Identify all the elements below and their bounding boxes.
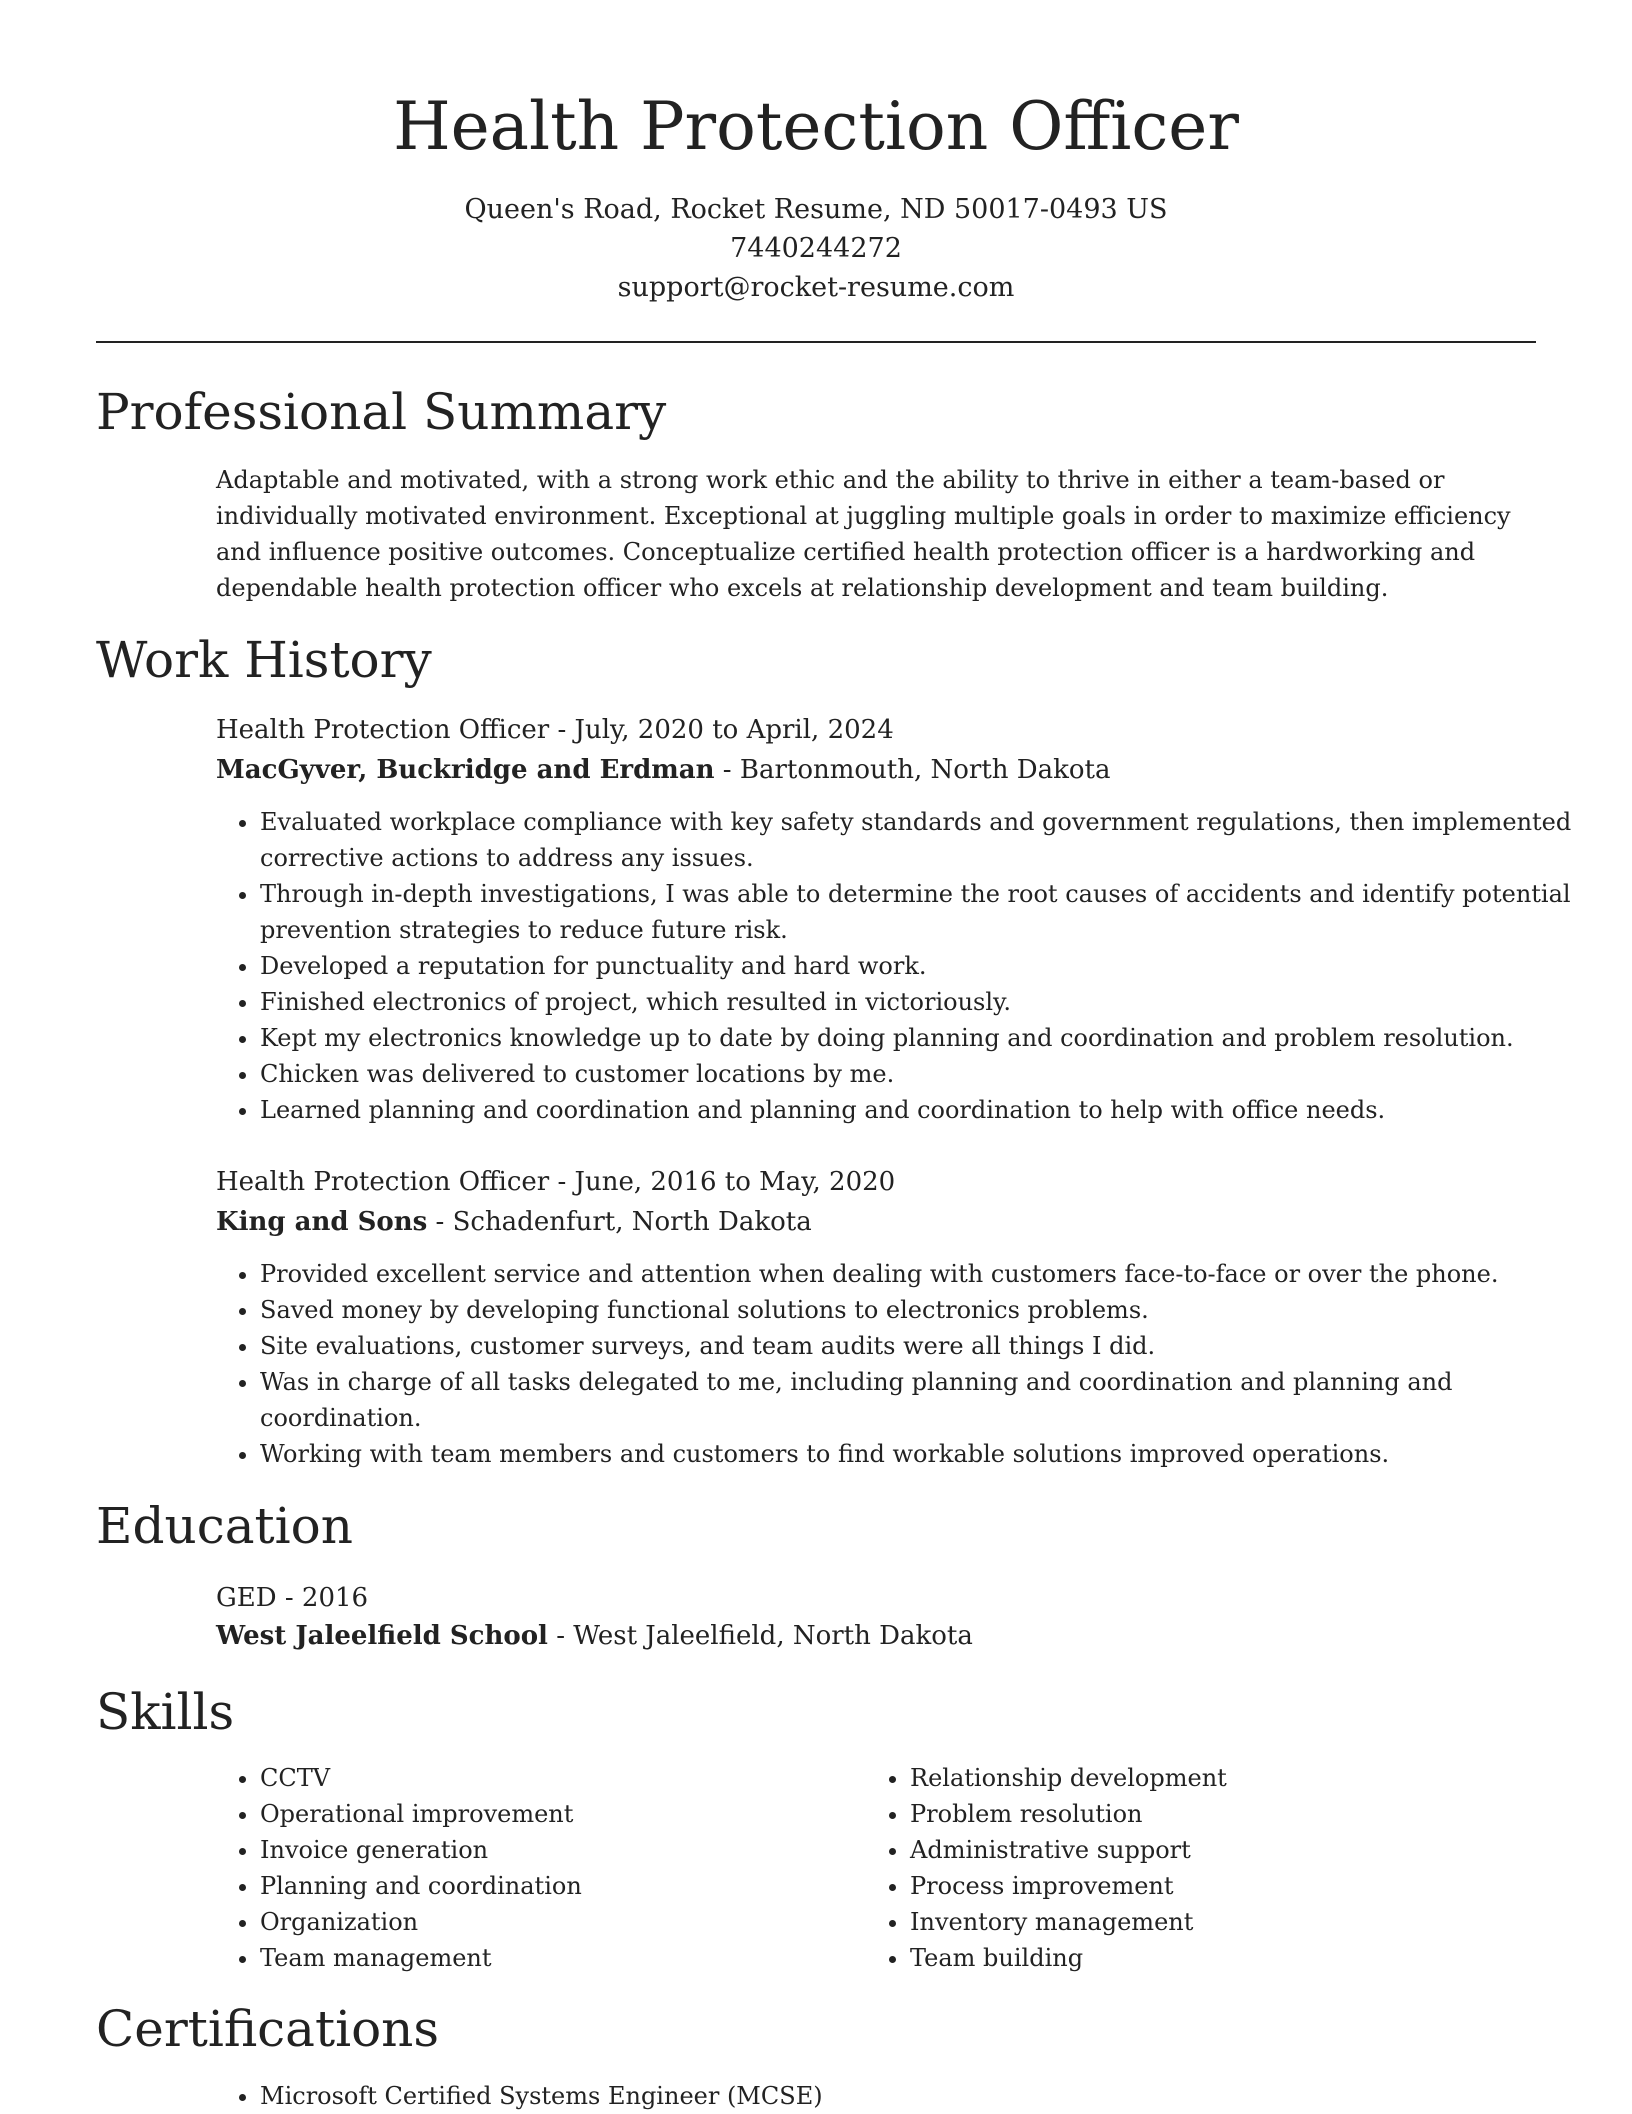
candidate-name: Health Protection Officer (393, 88, 1239, 165)
list-item: • Team building (910, 1940, 1530, 1976)
work-history-heading: Work History (96, 631, 432, 689)
job-1-title-line (216, 710, 894, 750)
job-role: Health Protection Officer (216, 715, 550, 745)
job-dates: - July, 2020 to April, 2024 (549, 715, 894, 745)
summary-heading: Professional Summary (96, 383, 667, 441)
job-1-bullets (216, 804, 1580, 1128)
list-item: • Through in-depth investigations, I was able to determine the root causes of accidents and identify potential prevention strategies to reduce future risk. (260, 876, 1580, 948)
list-item: • Problem resolution (910, 1796, 1530, 1832)
list-item: • Kept my electronics knowledge up to date by doing planning and coordination and problem resolution. (260, 1020, 1580, 1056)
list-item: • Process improvement (910, 1868, 1530, 1904)
contact-block (0, 190, 1632, 307)
school-name: West Jaleelfield School (216, 1621, 548, 1651)
list-item: • Finished electronics of project, which resulted in victoriously. (260, 984, 1580, 1020)
header-divider (96, 341, 1536, 343)
education-heading: Education (96, 1497, 353, 1555)
job-role: Health Protection Officer (216, 1167, 550, 1197)
address: Queen's Road, Rocket Resume, ND 50017-0493 US (464, 194, 1168, 225)
education-school-line (216, 1616, 973, 1656)
list-item: • Developed a reputation for punctuality and hard work. (260, 948, 1580, 984)
job-location: - Bartonmouth, North Dakota (714, 755, 1111, 785)
list-item: • Site evaluations, customer surveys, and team audits were all things I did. (260, 1328, 1580, 1364)
email: support@rocket-resume.com (617, 272, 1015, 303)
list-item: • Saved money by developing functional solutions to electronics problems. (260, 1292, 1580, 1328)
job-company: King and Sons (216, 1207, 428, 1237)
summary-text: Adaptable and motivated, with a strong work ethic and the ability to thrive in either a team-based or individually motivated environment. Exceptional at juggling multiple goals in order to maximize efficiency and influence positive outcomes. Conceptualize certified health protection officer is a hardworking and dependable health protection officer who excels at relationship development and team building. (216, 466, 1511, 602)
list-item: • Invoice generation (260, 1832, 820, 1868)
job-2-company-line (216, 1202, 812, 1242)
school-location: - West Jaleelfield, North Dakota (547, 1621, 973, 1651)
list-item: • Inventory management (910, 1904, 1530, 1940)
list-item: • Working with team members and customers to find workable solutions improved operations. (260, 1436, 1580, 1472)
certifications-heading: Certifications (96, 2000, 440, 2058)
list-item: • Evaluated workplace compliance with key safety standards and government regulations, then implemented corrective actions to address any issues. (260, 804, 1580, 876)
list-item: • Learned planning and coordination and planning and coordination to help with office needs. (260, 1092, 1580, 1128)
list-item: • Provided excellent service and attention when dealing with customers face-to-face or over the phone. (260, 1256, 1580, 1292)
list-item: • Organization (260, 1904, 820, 1940)
list-item: • Relationship development (910, 1760, 1530, 1796)
list-item: • Microsoft Certified Systems Engineer (MCSE) (260, 2078, 1460, 2114)
job-company: MacGyver, Buckridge and Erdman (216, 755, 715, 785)
skills-list-right (866, 1760, 1530, 1976)
job-1-company-line (216, 750, 1111, 790)
job-location: - Schadenfurt, North Dakota (427, 1207, 812, 1237)
list-item: • Was in charge of all tasks delegated to me, including planning and coordination and planning and coordination. (260, 1364, 1580, 1436)
list-item: • Planning and coordination (260, 1868, 820, 1904)
skills-heading: Skills (96, 1683, 235, 1741)
certifications-list (216, 2078, 1460, 2114)
job-dates: - June, 2016 to May, 2020 (549, 1167, 896, 1197)
job-2-title-line (216, 1162, 895, 1202)
list-item: • Administrative support (910, 1832, 1530, 1868)
phone: 7440244272 (730, 233, 902, 264)
list-item: • CCTV (260, 1760, 820, 1796)
list-item: • Team management (260, 1940, 820, 1976)
list-item: • Chicken was delivered to customer locations by me. (260, 1056, 1580, 1092)
education-degree-line: GED - 2016 (216, 1583, 369, 1613)
skills-list-left (216, 1760, 820, 1976)
job-2-bullets (216, 1256, 1580, 1472)
list-item: • Operational improvement (260, 1796, 820, 1832)
